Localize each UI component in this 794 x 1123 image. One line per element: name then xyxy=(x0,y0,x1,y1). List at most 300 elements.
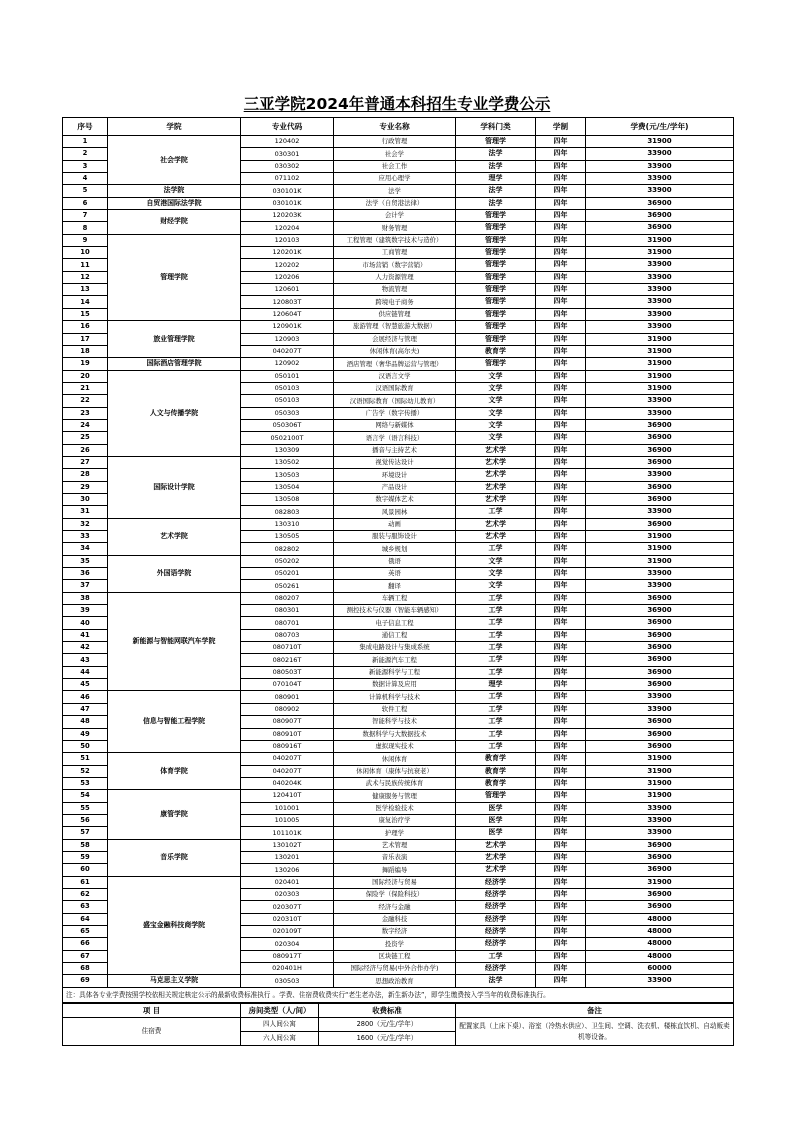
tuition-fee: 33900 xyxy=(586,814,734,826)
major-name: 社会工作 xyxy=(334,160,456,172)
dorm-table-body xyxy=(63,1018,734,1046)
study-duration: 四年 xyxy=(536,296,586,308)
study-duration: 四年 xyxy=(536,827,586,839)
discipline-category: 工学 xyxy=(456,629,536,641)
major-code: 130309 xyxy=(241,444,334,456)
tuition-fee: 33900 xyxy=(586,506,734,518)
discipline-category: 文学 xyxy=(456,395,536,407)
tuition-fee: 31900 xyxy=(586,382,734,394)
major-code: 020109T xyxy=(241,926,334,938)
discipline-category: 工学 xyxy=(456,642,536,654)
row-index: 30 xyxy=(63,493,108,505)
discipline-category: 经济学 xyxy=(456,888,536,900)
table-row xyxy=(63,234,734,246)
study-duration: 四年 xyxy=(536,358,586,370)
row-index: 40 xyxy=(63,617,108,629)
dorm-header-row xyxy=(63,1003,734,1018)
major-code: 130502 xyxy=(241,456,334,468)
tuition-fee: 36900 xyxy=(586,901,734,913)
major-name: 会展经济与管理 xyxy=(334,333,456,345)
table-row xyxy=(63,975,734,987)
tuition-fee: 31900 xyxy=(586,555,734,567)
discipline-category: 经济学 xyxy=(456,963,536,975)
row-index: 50 xyxy=(63,740,108,752)
major-code: 120202 xyxy=(241,259,334,271)
row-index: 48 xyxy=(63,716,108,728)
major-name: 国际经济与贸易(中外合作办学) xyxy=(334,963,456,975)
discipline-category: 艺术学 xyxy=(456,518,536,530)
major-code: 120206 xyxy=(241,271,334,283)
study-duration: 四年 xyxy=(536,518,586,530)
table-row xyxy=(63,197,734,209)
row-index: 66 xyxy=(63,938,108,950)
major-code: 120103 xyxy=(241,234,334,246)
tuition-fee: 33900 xyxy=(586,580,734,592)
row-index: 9 xyxy=(63,234,108,246)
study-duration: 四年 xyxy=(536,666,586,678)
college-name: 体育学院 xyxy=(108,753,241,790)
tuition-fee: 33900 xyxy=(586,148,734,160)
table-row xyxy=(63,753,734,765)
tuition-fee: 36900 xyxy=(586,617,734,629)
tuition-fee: 36900 xyxy=(586,839,734,851)
row-index: 13 xyxy=(63,284,108,296)
major-code: 040207T xyxy=(241,345,334,357)
tuition-fee: 31900 xyxy=(586,234,734,246)
college-name: 音乐学院 xyxy=(108,839,241,876)
header-row xyxy=(63,118,734,136)
major-name: 语言学（语言科技） xyxy=(334,432,456,444)
major-name: 城乡规划 xyxy=(334,543,456,555)
major-name: 播音与主持艺术 xyxy=(334,444,456,456)
row-index: 59 xyxy=(63,851,108,863)
dorm-room-type: 四人间公寓 xyxy=(241,1018,319,1032)
row-index: 2 xyxy=(63,148,108,160)
discipline-category: 经济学 xyxy=(456,901,536,913)
study-duration: 四年 xyxy=(536,136,586,148)
major-code: 080710T xyxy=(241,642,334,654)
major-name: 新能源汽车工程 xyxy=(334,654,456,666)
tuition-fee: 36900 xyxy=(586,851,734,863)
discipline-category: 工学 xyxy=(456,654,536,666)
table-row xyxy=(63,518,734,530)
tuition-fee: 36900 xyxy=(586,654,734,666)
tuition-fee: 36900 xyxy=(586,197,734,209)
discipline-category: 工学 xyxy=(456,950,536,962)
study-duration: 四年 xyxy=(536,765,586,777)
tuition-fee: 36900 xyxy=(586,740,734,752)
discipline-category: 管理学 xyxy=(456,333,536,345)
study-duration: 四年 xyxy=(536,839,586,851)
study-duration: 四年 xyxy=(536,864,586,876)
row-index: 12 xyxy=(63,271,108,283)
row-index: 5 xyxy=(63,185,108,197)
row-index: 29 xyxy=(63,481,108,493)
major-code: 080701 xyxy=(241,617,334,629)
major-name: 汉语国际教育（国际幼儿教育） xyxy=(334,395,456,407)
tuition-fee: 33900 xyxy=(586,259,734,271)
major-name: 艺术管理 xyxy=(334,839,456,851)
tuition-fee: 31900 xyxy=(586,765,734,777)
row-index: 51 xyxy=(63,753,108,765)
discipline-category: 艺术学 xyxy=(456,456,536,468)
study-duration: 四年 xyxy=(536,691,586,703)
study-duration: 四年 xyxy=(536,173,586,185)
discipline-category: 艺术学 xyxy=(456,851,536,863)
college-name: 外国语学院 xyxy=(108,555,241,592)
major-name: 车辆工程 xyxy=(334,592,456,604)
discipline-category: 管理学 xyxy=(456,358,536,370)
dorm-fee: 2800（元/生/学年） xyxy=(319,1018,456,1032)
major-name: 舞蹈编导 xyxy=(334,864,456,876)
major-name: 护理学 xyxy=(334,827,456,839)
discipline-category: 管理学 xyxy=(456,247,536,259)
major-name: 金融科技 xyxy=(334,913,456,925)
study-duration: 四年 xyxy=(536,629,586,641)
col-header-duration: 学制 xyxy=(536,118,586,136)
major-code: 080207 xyxy=(241,592,334,604)
major-code: 120803T xyxy=(241,296,334,308)
study-duration: 四年 xyxy=(536,493,586,505)
row-index: 14 xyxy=(63,296,108,308)
study-duration: 四年 xyxy=(536,605,586,617)
dorm-col-header-remark: 备注 xyxy=(456,1003,734,1018)
row-index: 45 xyxy=(63,679,108,691)
row-index: 37 xyxy=(63,580,108,592)
row-index: 44 xyxy=(63,666,108,678)
tuition-fee: 48000 xyxy=(586,938,734,950)
tuition-fee: 36900 xyxy=(586,419,734,431)
major-name: 跨境电子商务 xyxy=(334,296,456,308)
table-row xyxy=(63,790,734,802)
major-name: 市场营销（数字营销） xyxy=(334,259,456,271)
study-duration: 四年 xyxy=(536,271,586,283)
major-code: 070104T xyxy=(241,679,334,691)
discipline-category: 教育学 xyxy=(456,777,536,789)
discipline-category: 工学 xyxy=(456,506,536,518)
major-code: 030101K xyxy=(241,185,334,197)
major-code: 130508 xyxy=(241,493,334,505)
study-duration: 四年 xyxy=(536,580,586,592)
major-code: 130505 xyxy=(241,531,334,543)
discipline-category: 工学 xyxy=(456,740,536,752)
discipline-category: 文学 xyxy=(456,580,536,592)
tuition-fee: 33900 xyxy=(586,321,734,333)
major-name: 工商管理 xyxy=(334,247,456,259)
row-index: 17 xyxy=(63,333,108,345)
tuition-fee: 36900 xyxy=(586,666,734,678)
major-name: 康复治疗学 xyxy=(334,814,456,826)
tuition-fee: 36900 xyxy=(586,210,734,222)
tuition-fee: 36900 xyxy=(586,716,734,728)
major-name: 环境设计 xyxy=(334,469,456,481)
study-duration: 四年 xyxy=(536,716,586,728)
tuition-fee: 31900 xyxy=(586,876,734,888)
discipline-category: 工学 xyxy=(456,617,536,629)
row-index: 26 xyxy=(63,444,108,456)
major-name: 物流管理 xyxy=(334,284,456,296)
major-code: 050101 xyxy=(241,370,334,382)
table-row xyxy=(63,555,734,567)
col-header-code: 专业代码 xyxy=(241,118,334,136)
major-code: 080916T xyxy=(241,740,334,752)
row-index: 58 xyxy=(63,839,108,851)
major-code: 101005 xyxy=(241,814,334,826)
study-duration: 四年 xyxy=(536,345,586,357)
discipline-category: 医学 xyxy=(456,814,536,826)
major-name: 智能科学与技术 xyxy=(334,716,456,728)
row-index: 33 xyxy=(63,531,108,543)
discipline-category: 工学 xyxy=(456,605,536,617)
study-duration: 四年 xyxy=(536,888,586,900)
major-name: 供应链管理 xyxy=(334,308,456,320)
major-code: 082803 xyxy=(241,506,334,518)
tuition-fee: 31900 xyxy=(586,370,734,382)
row-index: 15 xyxy=(63,308,108,320)
major-name: 计算机科学与技术 xyxy=(334,691,456,703)
row-index: 32 xyxy=(63,518,108,530)
study-duration: 四年 xyxy=(536,419,586,431)
discipline-category: 经济学 xyxy=(456,876,536,888)
major-code: 050103 xyxy=(241,395,334,407)
tuition-fee: 31900 xyxy=(586,358,734,370)
study-duration: 四年 xyxy=(536,728,586,740)
major-name: 虚拟现实技术 xyxy=(334,740,456,752)
major-name: 区块链工程 xyxy=(334,950,456,962)
major-name: 英语 xyxy=(334,568,456,580)
major-code: 120901K xyxy=(241,321,334,333)
college-name: 管理学院 xyxy=(108,234,241,320)
discipline-category: 理学 xyxy=(456,679,536,691)
discipline-category: 医学 xyxy=(456,802,536,814)
major-name: 法学（自贸港法律） xyxy=(334,197,456,209)
row-index: 8 xyxy=(63,222,108,234)
row-index: 25 xyxy=(63,432,108,444)
college-name: 马克思主义学院 xyxy=(108,975,241,987)
discipline-category: 法学 xyxy=(456,185,536,197)
discipline-category: 工学 xyxy=(456,543,536,555)
major-name: 应用心理学 xyxy=(334,173,456,185)
study-duration: 四年 xyxy=(536,222,586,234)
tuition-fee: 33900 xyxy=(586,395,734,407)
row-index: 55 xyxy=(63,802,108,814)
tuition-fee: 36900 xyxy=(586,592,734,604)
tuition-fee: 36900 xyxy=(586,642,734,654)
major-name: 保险学（保险科技） xyxy=(334,888,456,900)
major-code: 020401H xyxy=(241,963,334,975)
row-index: 69 xyxy=(63,975,108,987)
major-code: 030503 xyxy=(241,975,334,987)
major-code: 080503T xyxy=(241,666,334,678)
major-name: 翻译 xyxy=(334,580,456,592)
table-header xyxy=(63,118,734,136)
discipline-category: 教育学 xyxy=(456,345,536,357)
row-index: 28 xyxy=(63,469,108,481)
study-duration: 四年 xyxy=(536,790,586,802)
row-index: 36 xyxy=(63,568,108,580)
dorm-col-header-item: 项 目 xyxy=(63,1003,241,1018)
discipline-category: 管理学 xyxy=(456,321,536,333)
tuition-fee: 48000 xyxy=(586,926,734,938)
tuition-fee: 33900 xyxy=(586,284,734,296)
row-index: 63 xyxy=(63,901,108,913)
major-code: 040204K xyxy=(241,777,334,789)
discipline-category: 艺术学 xyxy=(456,493,536,505)
major-name: 酒店管理（奢华品牌运营与管理） xyxy=(334,358,456,370)
tuition-fee: 31900 xyxy=(586,777,734,789)
row-index: 67 xyxy=(63,950,108,962)
study-duration: 四年 xyxy=(536,592,586,604)
row-index: 20 xyxy=(63,370,108,382)
discipline-category: 文学 xyxy=(456,382,536,394)
discipline-category: 管理学 xyxy=(456,308,536,320)
study-duration: 四年 xyxy=(536,703,586,715)
row-index: 31 xyxy=(63,506,108,518)
major-code: 020303 xyxy=(241,888,334,900)
study-duration: 四年 xyxy=(536,814,586,826)
study-duration: 四年 xyxy=(536,234,586,246)
study-duration: 四年 xyxy=(536,333,586,345)
major-code: 080301 xyxy=(241,605,334,617)
discipline-category: 管理学 xyxy=(456,284,536,296)
major-code: 130201 xyxy=(241,851,334,863)
major-code: 030101K xyxy=(241,197,334,209)
major-name: 行政管理 xyxy=(334,136,456,148)
major-code: 080901 xyxy=(241,691,334,703)
dorm-col-header-fee: 收费标准 xyxy=(319,1003,456,1018)
study-duration: 四年 xyxy=(536,284,586,296)
tuition-fee: 31900 xyxy=(586,345,734,357)
study-duration: 四年 xyxy=(536,654,586,666)
table-row xyxy=(63,210,734,222)
study-duration: 四年 xyxy=(536,617,586,629)
dorm-fee: 1600（元/生/学年） xyxy=(319,1032,456,1046)
major-code: 050201 xyxy=(241,568,334,580)
table-body xyxy=(63,136,734,988)
major-code: 050103 xyxy=(241,382,334,394)
major-code: 030302 xyxy=(241,160,334,172)
dorm-table-header xyxy=(63,1003,734,1018)
major-name: 动画 xyxy=(334,518,456,530)
major-name: 俄语 xyxy=(334,555,456,567)
major-name: 新能源科学与工程 xyxy=(334,666,456,678)
discipline-category: 工学 xyxy=(456,728,536,740)
tuition-fee: 31900 xyxy=(586,790,734,802)
table-row xyxy=(63,358,734,370)
major-code: 130206 xyxy=(241,864,334,876)
row-index: 54 xyxy=(63,790,108,802)
study-duration: 四年 xyxy=(536,148,586,160)
college-name: 社会学院 xyxy=(108,136,241,185)
college-name: 艺术学院 xyxy=(108,518,241,555)
dorm-room-type: 六人间公寓 xyxy=(241,1032,319,1046)
tuition-fee: 60000 xyxy=(586,963,734,975)
major-name: 服装与服饰设计 xyxy=(334,531,456,543)
major-name: 数据科学与大数据技术 xyxy=(334,728,456,740)
row-index: 43 xyxy=(63,654,108,666)
study-duration: 四年 xyxy=(536,753,586,765)
major-code: 130503 xyxy=(241,469,334,481)
study-duration: 四年 xyxy=(536,247,586,259)
major-code: 120410T xyxy=(241,790,334,802)
major-code: 080216T xyxy=(241,654,334,666)
tuition-fee: 33900 xyxy=(586,703,734,715)
tuition-fee: 36900 xyxy=(586,222,734,234)
major-code: 080907T xyxy=(241,716,334,728)
row-index: 22 xyxy=(63,395,108,407)
col-header-index: 序号 xyxy=(63,118,108,136)
major-name: 视觉传达设计 xyxy=(334,456,456,468)
major-name: 测控技术与仪器（智能车辆感知） xyxy=(334,605,456,617)
tuition-fee: 36900 xyxy=(586,444,734,456)
discipline-category: 文学 xyxy=(456,370,536,382)
row-index: 46 xyxy=(63,691,108,703)
major-code: 020307T xyxy=(241,901,334,913)
major-code: 020401 xyxy=(241,876,334,888)
major-name: 财务管理 xyxy=(334,222,456,234)
discipline-category: 法学 xyxy=(456,197,536,209)
row-index: 52 xyxy=(63,765,108,777)
college-name: 旅业管理学院 xyxy=(108,321,241,358)
major-name: 汉语国际教育 xyxy=(334,382,456,394)
major-name: 国际经济与贸易 xyxy=(334,876,456,888)
study-duration: 四年 xyxy=(536,444,586,456)
discipline-category: 管理学 xyxy=(456,222,536,234)
study-duration: 四年 xyxy=(536,777,586,789)
tuition-fee: 36900 xyxy=(586,679,734,691)
table-row xyxy=(63,592,734,604)
major-code: 130102T xyxy=(241,839,334,851)
tuition-fee: 31900 xyxy=(586,247,734,259)
college-name: 国际设计学院 xyxy=(108,456,241,518)
major-code: 0502100T xyxy=(241,432,334,444)
discipline-category: 管理学 xyxy=(456,790,536,802)
study-duration: 四年 xyxy=(536,469,586,481)
major-code: 080910T xyxy=(241,728,334,740)
tuition-fee: 48000 xyxy=(586,913,734,925)
discipline-category: 文学 xyxy=(456,419,536,431)
row-index: 24 xyxy=(63,419,108,431)
table-row xyxy=(63,321,734,333)
col-header-discipline: 学科门类 xyxy=(456,118,536,136)
row-index: 11 xyxy=(63,259,108,271)
tuition-fee: 33900 xyxy=(586,827,734,839)
study-duration: 四年 xyxy=(536,407,586,419)
tuition-fee: 36900 xyxy=(586,605,734,617)
major-code: 120604T xyxy=(241,308,334,320)
major-code: 050202 xyxy=(241,555,334,567)
discipline-category: 医学 xyxy=(456,827,536,839)
row-index: 1 xyxy=(63,136,108,148)
discipline-category: 文学 xyxy=(456,555,536,567)
discipline-category: 工学 xyxy=(456,716,536,728)
row-index: 56 xyxy=(63,814,108,826)
col-header-major: 专业名称 xyxy=(334,118,456,136)
discipline-category: 经济学 xyxy=(456,938,536,950)
college-name: 盛宝金融科技商学院 xyxy=(108,876,241,975)
major-name: 旅游管理（智慧旅游大数据） xyxy=(334,321,456,333)
tuition-fee: 33900 xyxy=(586,802,734,814)
row-index: 57 xyxy=(63,827,108,839)
dorm-remark: 配置家具（上床下桌）、浴室（冷热水供应）、卫生间、空调、洗衣机、楼栋直饮机、自动贩卖机等设备。 xyxy=(456,1018,734,1046)
table-note: 注：具体各专业学费按照学校依相关规定核定公示的最新收费标准执行 。学费、住宿费收费实行“老生老办法，新生新办法”，即学生缴费按入学当年的收费标准执行。 xyxy=(63,987,734,1002)
dorm-item-label: 住宿费 xyxy=(63,1018,241,1046)
row-index: 49 xyxy=(63,728,108,740)
major-code: 050261 xyxy=(241,580,334,592)
major-code: 020310T xyxy=(241,913,334,925)
table-row xyxy=(63,456,734,468)
college-name: 国际酒店管理学院 xyxy=(108,358,241,370)
